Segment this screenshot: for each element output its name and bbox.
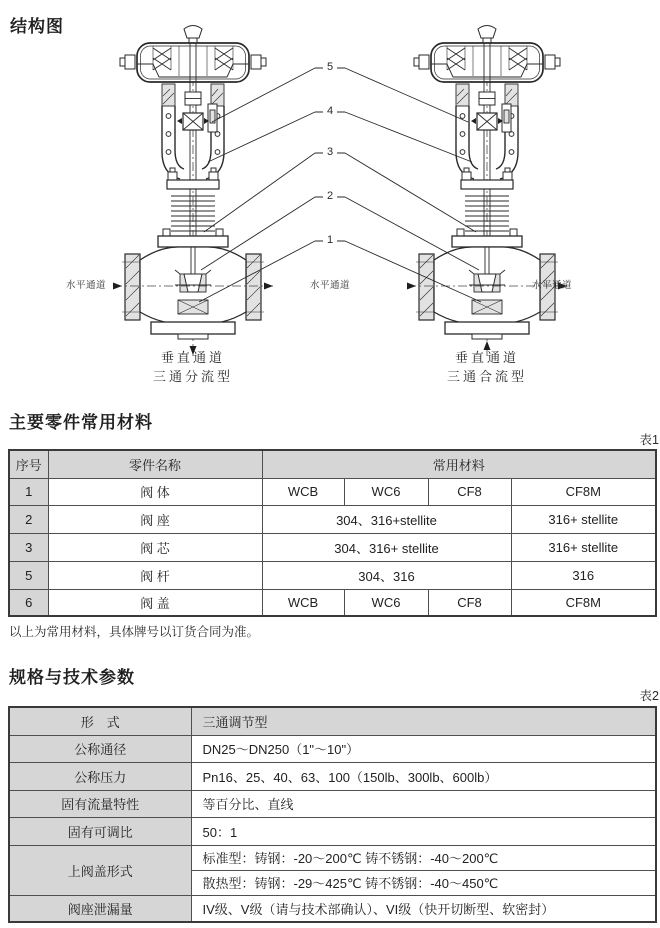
table-row (9, 478, 656, 505)
center-horizontal-channel-label: 水平通道 (309, 280, 350, 291)
cell: CF8 (428, 589, 511, 616)
cell: 阀 座 (48, 505, 262, 533)
cell: 316+ stellite (511, 505, 656, 533)
left-vertical-channel-label: 垂直通道 (160, 350, 225, 365)
table-row (9, 561, 656, 589)
left-valve (113, 26, 273, 357)
callout-5: 5 (326, 61, 334, 73)
cell: CF8 (428, 478, 511, 505)
column-header: 常用材料 (262, 450, 656, 478)
row-label: 固有流量特性 (9, 790, 191, 817)
cell: 304、316 (262, 561, 511, 589)
cell: 三通调节型 (191, 707, 656, 735)
callout-3: 3 (326, 146, 334, 158)
row-label: 形 式 (9, 707, 191, 735)
row-label: 阀座泄漏量 (9, 895, 191, 922)
table2-label: 表2 (639, 689, 659, 703)
row-label: 固有可调比 (9, 817, 191, 845)
materials-section-title: 主要零件常用材料 (9, 413, 153, 432)
specs-table (8, 706, 657, 923)
table-row (9, 707, 656, 735)
cell: 304、316+ stellite (262, 533, 511, 561)
cell: WC6 (344, 478, 428, 505)
table1-label: 表1 (639, 433, 659, 447)
cell: 304、316+stellite (262, 505, 511, 533)
cell: 阀 杆 (48, 561, 262, 589)
cell: CF8M (511, 478, 656, 505)
materials-table (8, 449, 657, 617)
cell: 阀 体 (48, 478, 262, 505)
cell: 等百分比、直线 (191, 790, 656, 817)
row-label: 公称通径 (9, 735, 191, 762)
table-header-row (9, 450, 656, 478)
cell: WCB (262, 589, 344, 616)
callout-1: 1 (326, 234, 334, 246)
row-label: 公称压力 (9, 762, 191, 790)
cell: WCB (262, 478, 344, 505)
right-valve (407, 26, 567, 357)
table-row (9, 505, 656, 533)
cell: 6 (9, 589, 48, 616)
cell: 316 (511, 561, 656, 589)
table-row (9, 790, 656, 817)
cell: 3 (9, 533, 48, 561)
cell: 316+ stellite (511, 533, 656, 561)
table-row (9, 817, 656, 845)
table-row (9, 845, 656, 870)
table-row (9, 735, 656, 762)
callout-2: 2 (326, 190, 334, 202)
cell: 5 (9, 561, 48, 589)
cell: 散热型：铸钢：-29～425℃ 铸不锈钢：-40～450℃ (191, 870, 656, 895)
cell: WC6 (344, 589, 428, 616)
cell: DN25～DN250（1"～10"） (191, 735, 656, 762)
row-label: 上阀盖形式 (9, 845, 191, 895)
cell: 标准型：铸钢：-20～200℃ 铸不锈钢：-40～200℃ (191, 845, 656, 870)
table-row (9, 762, 656, 790)
callout-4: 4 (326, 105, 334, 117)
left-horizontal-channel-label: 水平通道 (65, 280, 106, 291)
cell: IV级、V级（请与技术部确认）、VI级（快开切断型、软密封） (191, 895, 656, 922)
right-horizontal-channel-label: 水平通道 (531, 280, 572, 291)
cell: 阀 盖 (48, 589, 262, 616)
cell: CF8M (511, 589, 656, 616)
table-row (9, 533, 656, 561)
cell: 1 (9, 478, 48, 505)
cell: 50：1 (191, 817, 656, 845)
materials-note: 以上为常用材料，具体牌号以订货合同为准。 (9, 625, 260, 639)
cell: Pn16、25、40、63、100（150lb、300lb、600lb） (191, 762, 656, 790)
column-header: 零件名称 (48, 450, 262, 478)
right-vertical-channel-label: 垂直通道 (454, 350, 519, 365)
table-row (9, 895, 656, 922)
column-header: 序号 (9, 450, 48, 478)
left-valve-type-label: 三通分流型 (152, 369, 233, 384)
structure-diagram (0, 0, 660, 402)
right-valve-type-label: 三通合流型 (446, 369, 527, 384)
structure-diagram-title: 结构图 (10, 17, 64, 36)
table-row (9, 589, 656, 616)
cell: 阀 芯 (48, 533, 262, 561)
cell: 2 (9, 505, 48, 533)
specs-section-title: 规格与技术参数 (9, 668, 135, 687)
